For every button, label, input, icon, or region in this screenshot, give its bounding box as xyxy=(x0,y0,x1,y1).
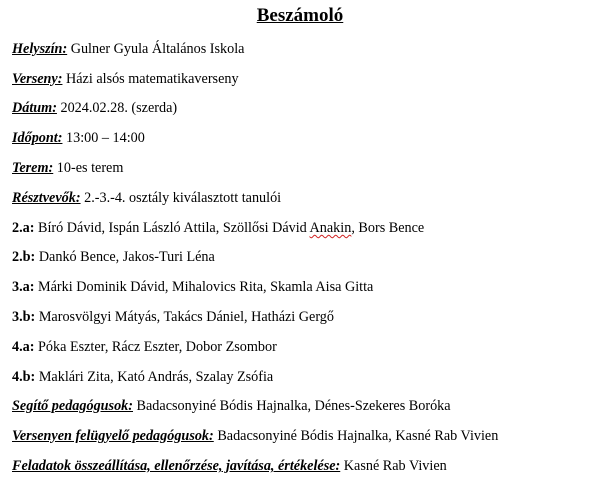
venue-value: Gulner Gyula Általános Iskola xyxy=(67,41,245,57)
time-label: Időpont: xyxy=(12,130,63,146)
room-value: 10-es terem xyxy=(53,160,124,176)
class-2a-label: 2.a: xyxy=(12,220,35,236)
class-3b-names: Marosvölgyi Mátyás, Takács Dániel, Hatházi Gergő xyxy=(35,309,334,325)
class-3a xyxy=(12,278,373,296)
staff-helpers xyxy=(12,397,451,415)
competition-label: Verseny: xyxy=(12,71,63,87)
class-3a-names: Márki Dominik Dávid, Mihalovics Rita, Skamla Aisa Gitta xyxy=(34,279,374,295)
staff-task-authors xyxy=(12,457,447,475)
participants-value: 2.-3.-4. osztály kiválasztott tanulói xyxy=(80,190,282,206)
class-3b-label: 3.b: xyxy=(12,309,36,325)
info-venue xyxy=(12,40,244,58)
class-4b xyxy=(12,368,273,386)
task-authors-value: Kasné Rab Vivien xyxy=(340,458,447,474)
class-2b xyxy=(12,248,215,266)
spellcheck-flagged-word: Anakin xyxy=(309,220,352,236)
info-participants xyxy=(12,189,281,207)
helpers-label: Segítő pedagógusok: xyxy=(12,398,133,414)
class-4b-names: Maklári Zita, Kató András, Szalay Zsófia xyxy=(35,369,274,385)
class-2a-names-before: Bíró Dávid, Ispán László Attila, Szöllősi Dávid xyxy=(34,220,310,236)
participants-label: Résztvevők: xyxy=(12,190,81,206)
venue-label: Helyszín: xyxy=(12,41,68,57)
class-3b xyxy=(12,308,334,326)
supervisors-label: Versenyen felügyelő pedagógusok: xyxy=(12,428,214,444)
class-2a-names-after: , Bors Bence xyxy=(351,220,425,236)
class-2b-names: Dankó Bence, Jakos-Turi Léna xyxy=(35,249,215,265)
room-label: Terem: xyxy=(12,160,54,176)
supervisors-value: Badacsonyiné Bódis Hajnalka, Kasné Rab Vivien xyxy=(213,428,499,444)
class-4a xyxy=(12,338,277,356)
class-3a-label: 3.a: xyxy=(12,279,35,295)
date-label: Dátum: xyxy=(12,100,57,116)
page-title: Beszámoló xyxy=(256,5,344,26)
helpers-value: Badacsonyiné Bódis Hajnalka, Dénes-Szekeres Boróka xyxy=(133,398,451,414)
class-4a-label: 4.a: xyxy=(12,339,35,355)
time-value: 13:00 – 14:00 xyxy=(62,130,145,146)
class-2b-label: 2.b: xyxy=(12,249,36,265)
task-authors-label: Feladatok összeállítása, ellenőrzése, javítása, értékelése: xyxy=(12,458,341,474)
class-2a xyxy=(12,219,424,237)
info-competition xyxy=(12,70,239,88)
date-value: 2024.02.28. (szerda) xyxy=(56,100,178,116)
info-room xyxy=(12,159,123,177)
competition-value: Házi alsós matematikaverseny xyxy=(62,71,239,87)
class-4a-names: Póka Eszter, Rácz Eszter, Dobor Zsombor xyxy=(34,339,277,355)
staff-supervisors xyxy=(12,427,498,445)
info-date xyxy=(12,99,177,117)
info-time xyxy=(12,129,145,147)
class-4b-label: 4.b: xyxy=(12,369,36,385)
